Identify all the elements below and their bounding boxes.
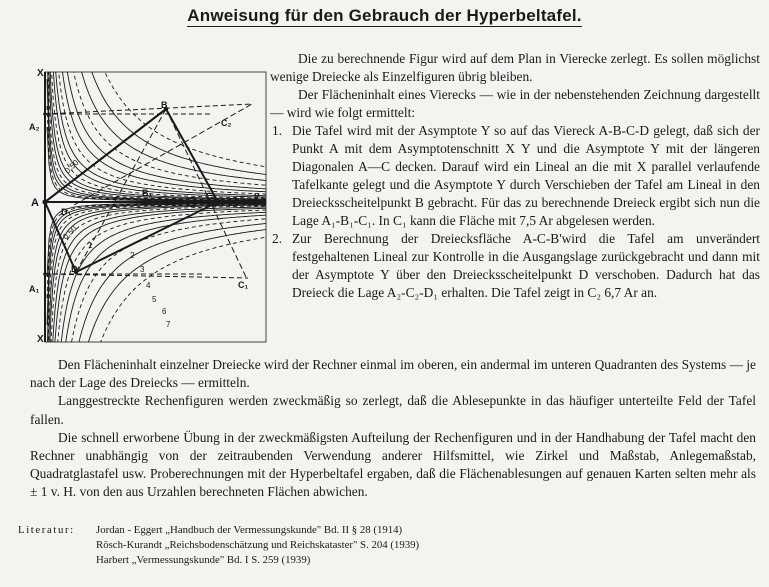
point-c	[215, 199, 220, 204]
list-item-text: Die Tafel wird mit der Asymptote Y so auf das Viereck A-B-C-D gelegt, daß sich der Punkt A mit dem Asymptotenschnitt X Y und die Asymptote Y mit der längeren Diagonalen A—C decken. Darauf wird ein Lineal an die mit X parallel verlaufende Tafelkante gelegt und die Asymptote Y durch Verschieben der Tafel am Lineal in den Dreiecksscheitelpunkt B gebracht. Für das zu berechnende Dreieck ergibt sich nun die Lage A₁-B₁-C₁. In C₁ kann die Fläche mit 7,5 Ar abgelesen werden.	[292, 123, 760, 228]
list-item	[270, 122, 760, 230]
paragraph-3: Den Flächeninhalt einzelner Dreiecke wird der Rechner einmal im oberen, ein andermal im unteren Quadranten des Systems — je nach der Lage des Dreiecks — ermitteln.	[30, 357, 756, 391]
label-d: D	[71, 264, 78, 274]
quadrilateral-abcd	[45, 109, 218, 272]
label-value-4: 4	[146, 281, 151, 290]
hyperbola-diagram	[28, 62, 270, 344]
point-a1	[43, 272, 47, 276]
page-title-text: Anweisung für den Gebrauch der Hyperbeltafel.	[187, 6, 582, 25]
label-x-bottom: X	[37, 334, 44, 344]
label-a1: A₁	[29, 284, 40, 294]
label-value-050-upper: 0,50	[63, 158, 81, 176]
label-value-3: 3	[140, 265, 145, 274]
literature-item: Harbert „Vermessungskunde" Bd. I S. 259 (1939)	[96, 554, 311, 566]
label-value-2: 2	[130, 251, 135, 260]
hyperbola-curve-upper	[47, 62, 270, 200]
hyperbola-curve-upper	[53, 62, 270, 193]
point-a	[42, 199, 47, 204]
label-a2: A₂	[29, 122, 40, 132]
list-item-number: 1.	[272, 123, 283, 138]
label-c: C	[206, 191, 213, 201]
label-value-050-lower: 0,50	[61, 224, 79, 242]
label-value-6: 6	[162, 307, 167, 316]
right-text-column	[270, 50, 760, 302]
page-title	[0, 6, 769, 26]
literature-item: Jordan - Eggert „Handbuch der Vermessungskunde" Bd. II § 28 (1914)	[96, 524, 403, 536]
hyperbola-curve-upper	[51, 62, 270, 196]
label-b1: B₁	[142, 188, 153, 198]
list-item	[270, 230, 760, 302]
paragraph-5: Die schnell erworbene Übung in der zweckmäßigsten Aufteilung der Rechenfiguren und in der Handhabung der Tafel macht den Rechner unabhängig von der zeitraubenden Verwendung anderer Hilfsmittel, wie Zirkel und Maßstab, Anlegemaßstab, Quadratglastafel usw. Proberechnungen mit der Hyperbeltafel ergaben, daß die Flächenablesungen auf genauen Karten selten mehr als ± 1 v. H. von den aus Urzahlen berechneten Flächen abwichen.	[30, 429, 756, 500]
label-c1: C₁	[238, 280, 249, 290]
label-d1: D₁	[61, 207, 72, 217]
label-a: A	[31, 197, 39, 209]
paragraph-2: Der Flächeninhalt eines Vierecks — wie in der nebenstehenden Zeichnung dargestellt — wird wie folgt ermittelt:	[270, 87, 760, 120]
label-x-top: X	[37, 68, 44, 79]
label-b: B	[161, 100, 168, 110]
hyperbola-curve-upper	[47, 62, 270, 200]
paragraph-4: Langgestreckte Rechenfiguren werden zweckmäßig so zerlegt, daß die Ablesepunkte in das häufiger unterteilte Feld der Tafel fallen.	[30, 393, 756, 427]
bottom-text-block	[30, 356, 756, 502]
point-a2	[43, 112, 47, 116]
label-y: y	[254, 191, 260, 202]
hyperbola-diagram-svg	[28, 62, 270, 344]
label-value-7: 7	[166, 320, 171, 329]
label-value-1: 1	[88, 241, 93, 250]
hyperbola-curve-upper	[67, 62, 270, 177]
literature-item: Rösch-Kurandt „Reichsbodenschätzung und Reichskataster" S. 204 (1939)	[96, 539, 420, 551]
label-value-5: 5	[152, 295, 157, 304]
hyperbola-curve-lower	[49, 206, 270, 345]
hyperbola-curve-upper	[49, 62, 270, 199]
literature-label: Literatur:	[18, 524, 75, 536]
hyperbola-curve-upper	[49, 62, 270, 199]
list-item-text: Zur Berechnung der Dreiecksfläche A-C-B'wird die Tafel am unverändert festgehaltenen Lineal zur Kontrolle in die Ausgangslage zurückgebracht und dann mit der Asymptote Y über den Dreiecksscheitelpunkt D verschoben. Dadurch hat das Dreieck die Lage A₂-C₂-D₁ erhalten. Die Tafel zeigt in C₂ 6,7 Ar an.	[292, 231, 760, 300]
list-item-number: 2.	[272, 231, 283, 246]
label-c2: C₂	[221, 118, 232, 128]
hyperbola-curve-upper	[47, 62, 270, 201]
instruction-list	[270, 122, 760, 302]
paragraph-1: Die zu berechnende Figur wird auf dem Plan in Vierecke zerlegt. Es sollen möglichst wenige Dreiecke als Einzelfiguren übrig bleiben.	[270, 51, 760, 84]
literature-list	[96, 523, 419, 568]
